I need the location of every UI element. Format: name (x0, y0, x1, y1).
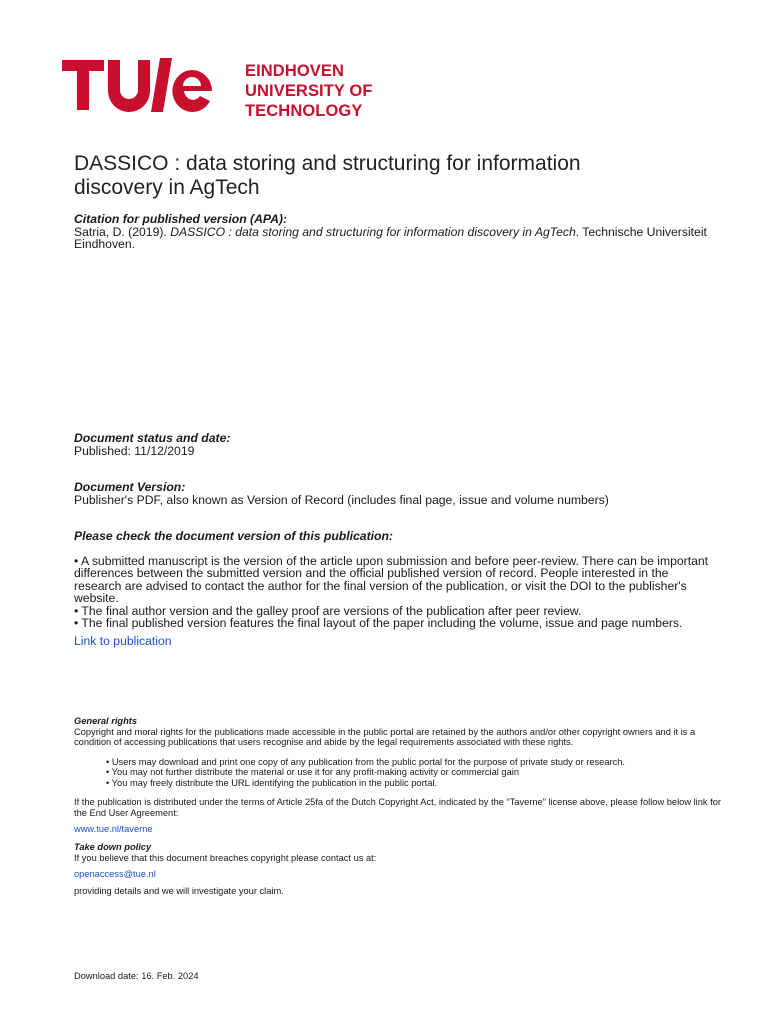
university-name (245, 61, 373, 121)
university-line-3: TECHNOLOGY (245, 102, 363, 120)
status-value: Published: 11/12/2019 (74, 443, 195, 458)
citation-authors: Satria, D. (2019). (74, 224, 171, 239)
rights-section (74, 716, 724, 835)
version-section (74, 481, 714, 506)
university-line-1: EINDHOVEN (245, 62, 344, 80)
rights-bullet: • You may freely distribute the URL identifying the publication in the public portal. (106, 778, 724, 789)
takedown-heading: Take down policy (74, 842, 152, 852)
rights-bullet: • Users may download and print one copy of any publication from the public portal for the purpose of private study or research. (106, 757, 724, 768)
takedown-closing: providing details and we will investigate your claim. (74, 885, 284, 896)
tue-logo (62, 56, 392, 126)
status-heading: Document status and date: (74, 431, 231, 445)
citation-text (74, 226, 714, 251)
takedown-text: If you believe that this document breaches copyright please contact us at: (74, 852, 377, 863)
citation-heading: Citation for published version (APA): (74, 212, 288, 226)
link-to-publication[interactable]: Link to publication (74, 633, 172, 648)
document-title: DASSICO : data storing and structuring for information discovery in AgTech (74, 152, 581, 199)
takedown-section (74, 842, 714, 896)
rights-list (74, 757, 724, 789)
download-date: Download date: 16. Feb. 2024 (74, 971, 199, 981)
taverne-link[interactable]: www.tue.nl/taverne (74, 824, 153, 834)
tue-logo-mark (62, 56, 232, 114)
rights-bullet: • You may not further distribute the material or use it for any profit-making activity or commercial gain (106, 767, 724, 778)
rights-text: Copyright and moral rights for the publications made accessible in the public portal are retained by the authors and/or other copyright owners and it is a condition of accessing publications that users recognise and abide by the legal requirements associated with these rights. (74, 726, 696, 747)
check-section (74, 530, 714, 647)
rights-heading: General rights (74, 716, 138, 726)
check-bullet: • The final author version and the galley proof are versions of the publication after peer review. (74, 603, 582, 618)
citation-publisher: . Technische Universiteit Eindhoven. (74, 224, 707, 251)
university-line-2: UNIVERSITY OF (245, 82, 373, 100)
status-section (74, 432, 714, 457)
check-bullet: • The final published version features the final layout of the paper including the volume, issue and page numbers. (74, 616, 683, 630)
check-heading: Please check the document version of this publication: (74, 529, 393, 543)
version-heading: Document Version: (74, 480, 186, 494)
check-bullet: • A submitted manuscript is the version of the article upon submission and before peer-review. There can be important differences between the submitted version and the official published version of record. People interested in the research are advised to contact the author for the final version of the publication, or visit the DOI to the publisher's website. (74, 553, 709, 605)
contact-email-link[interactable]: openaccess@tue.nl (74, 869, 156, 879)
version-value: Publisher's PDF, also known as Version of Record (includes final page, issue and volume numbers) (74, 492, 609, 507)
citation-section (74, 213, 714, 251)
taverne-text: If the publication is distributed under the terms of Article 25fa of the Dutch Copyright Act, indicated by the “Taverne” license above, please follow below link for the End User Agreement: (74, 797, 722, 818)
citation-work-title: DASSICO : data storing and structuring for information discovery in AgTech (170, 224, 576, 239)
